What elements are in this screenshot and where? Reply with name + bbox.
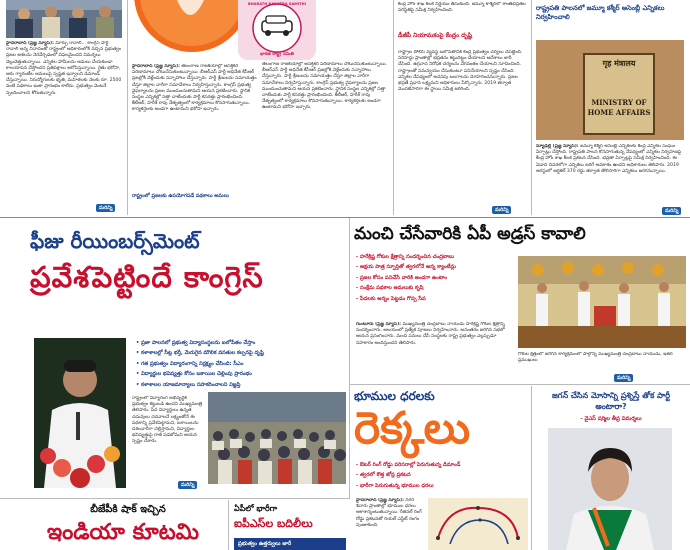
bullet-item: - భారీగా పెరుగుతున్న భూముల ధరలు bbox=[356, 482, 434, 489]
jagan-subhead: - వైఎస్ షర్మిల తీవ్ర విమర్శలు bbox=[580, 416, 642, 422]
alliance-kicker: బీజేపీకి షాక్ ఇచ్చిన bbox=[90, 504, 166, 515]
col2-top-story bbox=[132, 64, 257, 192]
bullet-item: - హరేక్రిష్ణ గోకుల క్షేత్రాన్ని సందర్శించిన చంద్రబాబు bbox=[356, 254, 455, 260]
col4-story bbox=[536, 144, 684, 210]
ring-road-map bbox=[428, 498, 528, 550]
bullet-item: • గత ప్రభుత్వం విద్యారంగాన్ని నిర్లక్ష్యం చేసింది: సీఎం bbox=[136, 360, 244, 367]
sign-text-hindi: गृह मंत्रालय bbox=[602, 59, 636, 68]
sign-text-line3: HOME AFFAIRS bbox=[587, 108, 651, 117]
bullet-item: - సంక్షేమ పథకాల అమలుకు కృషి bbox=[356, 285, 424, 292]
chief-minister-photo bbox=[34, 338, 126, 488]
ips-strip: ప్రభుత్వం ఉత్తర్వులు జారీ bbox=[234, 538, 346, 550]
col3-story-body bbox=[398, 50, 526, 210]
section-divider bbox=[0, 498, 350, 499]
bullet-item: - పేదలకు అన్నం పెట్టడం గొప్ప సేవ bbox=[356, 295, 426, 302]
ministry-sign-photo bbox=[536, 40, 684, 140]
jagan-headline: జగన్ చేసిన మోసాన్ని ప్రశ్నిస్తే తోక పార్టీ అంటారా? bbox=[551, 391, 671, 411]
fee-caption-text bbox=[132, 396, 204, 486]
party-name-english: BHARATH RASHTRA SAMITHI bbox=[248, 2, 306, 6]
article-body: కేంద్ర హోం శాఖ కీలక నిర్ణయం తీసుకుంది. జమ్మూ కాశ్మీర్‌లో శాంతిభద్రతల పరిస్థితిపై సమీక్ష నిర్వహించింది. bbox=[398, 2, 526, 14]
read-more-link[interactable]: మరిన్ని bbox=[614, 374, 633, 382]
dateline: హైదరాబాద్ (ప్రజ్ఞ న్యూస్): bbox=[6, 41, 54, 46]
bullet-item: • ప్రజా పాలనలో ప్రభుత్వ విద్యాసంస్థలను బలోపేతం చేస్తాం bbox=[136, 340, 256, 346]
dateline: గుంటూరు (ప్రజ్ఞ న్యూస్): bbox=[356, 322, 402, 327]
article-body: నగర శివారు ప్రాంతాల్లో భూముల ధరలు ఆకాశాన్నంటుతున్నాయి. రీజినల్ రింగ్ రోడ్డు ప్రకటనతో రియల్ ఎస్టేట్ రంగం పుంజుకుంది. bbox=[356, 498, 422, 528]
land-story-body bbox=[356, 498, 426, 550]
column-divider bbox=[531, 386, 532, 550]
article-body: రాష్ట్రంలో విద్యారంగ అభివృద్ధికి ప్రభుత్వం కట్టుబడి ఉందని ముఖ్యమంత్రి తెలిపారు. పేద విద్యార్థులు ఉన్నత చదువులు చదవాలనే లక్ష్యంతోనే ఈ పథకాన్ని ప్రవేశపెట్టామని, బకాయిలను దశలవారీగా చెల్లిస్తామని, విద్యార్థుల భవిష్యత్తుపై రాజీ పడబోమని ఆయన స్పష్టం చేశారు. bbox=[132, 396, 203, 445]
column-divider bbox=[531, 0, 532, 215]
photo-caption: గోకుల క్షేత్రంలో జరిగిన కార్యక్రమంలో పాల్గొన్న ముఖ్యమంత్రి చంద్రబాబు నాయుడు, ఇతర ప్రముఖులు bbox=[518, 352, 673, 364]
ap-headline: మంచి చేసేవారికి ఏపీ అడ్రస్ కావాలి bbox=[354, 224, 586, 244]
police-officers-photo bbox=[6, 0, 122, 38]
ap-photo-caption bbox=[518, 352, 686, 378]
fee-kicker: ఫీజు రీయింబర్స్‌మెంట్ bbox=[30, 229, 200, 253]
article-body: ముఖ్యమంత్రి చంద్రబాబు నాయుడు హరేక్రిష్ణ గోకుల క్షేత్రాన్ని సందర్శించారు. ఆలయంలో ప్రత్యేక పూజలు నిర్వహించారు. అనంతరం జరిగిన సభలో ఆయన ప్రసంగించారు. మంచి పనులు చేసే సంస్థలకు రాష్ట్ర ప్రభుత్వం ఎల్లప్పుడూ సహకారం అందిస్తుందని తెలిపారు. bbox=[356, 322, 505, 346]
party-name-telugu: భారత రాష్ట్ర సమితి bbox=[260, 52, 294, 57]
article-body: తెలంగాణ రాజకీయాల్లో ఆసక్తికర పరిణామాలు చోటుచేసుకుంటున్నాయి. బీఆర్ఎస్ పార్టీ అధినేత కేసీఆర్ ప్రజల్లోకి వెళ్లేందుకు సన్నాహాలు చేస్తున్నారు. పార్టీ శ్రేణులను సమాయత్తం చేస్తూ జిల్లాల వారీగా సమావేశాలు నిర్వహిస్తున్నారు. కాంగ్రెస్ ప్రభుత్వ వైఫల్యాలను ప్రజల ముందుంచుతామని ఆయన ప్రకటించారు. స్థానిక సంస్థల ఎన్నికల్లో సత్తా చాటేందుకు పార్టీ కసరత్తు ప్రారంభించింది. కేటీఆర్, హరీశ్ రావు నేతృత్వంలో కార్యక్రమాలు కొనసాగుతున్నాయి. కార్యకర్తలకు అండగా ఉంటామని భరోసా ఇచ్చారు. bbox=[262, 62, 387, 111]
bullet-item: • విద్యార్థుల భవిష్యత్తు కోసం బకాయిల చెల్లింపు ప్రారంభం bbox=[136, 371, 252, 378]
dateline: హైదరాబాద్ (ప్రజ్ఞ న్యూస్): bbox=[356, 498, 404, 503]
land-headline: రెక్కలు bbox=[354, 403, 471, 454]
read-more-link[interactable]: మరిన్ని bbox=[178, 481, 197, 489]
article-body: జమ్మూ కశ్మీర్ అసెంబ్లీ ఎన్నికలకు కేంద్ర ఎన్నికల సంఘం ఏర్పాట్లు చేస్తోంది. రాష్ట్రపతి పాలన కొనసాగుతున్న నేపథ్యంలో ఎన్నికల నిర్వహణపై కేంద్ర హోం శాఖ కీలక ప్రకటన చేసింది. భద్రతా ఏర్పాట్లపై సమీక్ష నిర్వహించింది. ఈ ఏడాది చివరలోగా ఎన్నికలు జరిగే అవకాశం ఉందని అధికారులు తెలిపారు. 2019 ఆగస్టులో ఆర్టికల్ 370 రద్దు తర్వాత తొలిసారిగా ఎన్నికలు జరగనున్నాయి. bbox=[536, 144, 682, 174]
read-more-link[interactable]: మరిన్ని bbox=[96, 204, 115, 212]
land-kicker: భూముల ధరలకు bbox=[354, 389, 435, 403]
bullet-item: - త్వరలో కొత్త జోన్ల ప్రకటన bbox=[356, 472, 411, 479]
article-body: మార్పు రావాలి... కాంగ్రెస్ పార్టీ రావాలి అన్న నినాదంతో రాష్ట్రంలో అధికారంలోకి వచ్చిన ప్రభుత్వం ప్రజల ఆశలను నెరవేర్చడంలో విఫలమైందని విమర్శలు వెల్లువెత్తుతున్నాయి. ఎన్నికల హామీలను అమలు చేయకుండా కాలయాపన చేస్తోందని ప్రతిపక్షాలు ఆరోపిస్తున్నాయి. రైతు భరోసా, ఆరు గ్యారంటీల అమలుపై స్పష్టత ఇవ్వాలని డిమాండ్ చేస్తున్నాయి. నిరుద్యోగులకు భృతి, మహిళలకు నెలకు రూ. 2500 వంటి పథకాలు ఇంకా ప్రారంభం కాలేదు. ప్రభుత్వం వెంటనే స్పందించాలని కోరుతున్నారు. bbox=[6, 41, 122, 96]
audience-photo bbox=[208, 392, 346, 484]
column-divider bbox=[349, 218, 350, 498]
party-logo-card bbox=[238, 0, 316, 60]
column-divider bbox=[127, 0, 128, 215]
sharmila-photo bbox=[548, 428, 672, 550]
dateline: న్యూఢిల్లీ (ప్రజ్ఞ న్యూస్): bbox=[536, 144, 579, 149]
section-divider bbox=[350, 384, 690, 385]
article-body: తెలంగాణ రాజకీయాల్లో ఆసక్తికర పరిణామాలు చోటుచేసుకుంటున్నాయి. బీఆర్ఎస్ పార్టీ అధినేత కేసీఆర్ ప్రజల్లోకి వెళ్లేందుకు సన్నాహాలు చేస్తున్నారు. పార్టీ శ్రేణులను సమాయత్తం చేస్తూ జిల్లాల వారీగా సమావేశాలు నిర్వహిస్తున్నారు. కాంగ్రెస్ ప్రభుత్వ వైఫల్యాలను ప్రజల ముందుంచుతామని ఆయన ప్రకటించారు. స్థానిక సంస్థల ఎన్నికల్లో సత్తా చాటేందుకు పార్టీ కసరత్తు ప్రారంభించింది. కేటీఆర్, హరీశ్ రావు నేతృత్వంలో కార్యక్రమాలు కొనసాగుతున్నాయి. కార్యకర్తలకు అండగా ఉంటామని భరోసా ఇచ్చారు. bbox=[132, 64, 257, 113]
bullet-item: • కళాశాలల యాజమాన్యాలు సహకరించాలని విజ్ఞప్తి bbox=[136, 381, 241, 388]
dateline: హైదరాబాద్ (ప్రజ్ఞ న్యూస్): bbox=[132, 64, 180, 69]
column-divider bbox=[393, 0, 394, 215]
ips-headline: ఐపీఎస్‌ల బదిలీలు bbox=[234, 517, 313, 530]
read-more-link[interactable]: మరిన్ని bbox=[662, 207, 681, 215]
col4-headline: రాష్ట్రపతి పాలనలో జమ్మూ కశ్మీర్ అసెంబ్లీ ఎన్నికలు నిర్వహించాలి bbox=[536, 4, 665, 21]
land-bullet-list bbox=[356, 460, 530, 494]
ap-story-body bbox=[356, 322, 514, 380]
col2b-story-continuation bbox=[262, 62, 392, 214]
col3-story-top bbox=[398, 2, 526, 30]
car-symbol-icon bbox=[238, 0, 316, 60]
col2-caption: రాష్ట్రంలో ప్రజలకు ఉపయోగపడే పథకాలు అమలు bbox=[132, 193, 229, 199]
section-divider bbox=[0, 217, 690, 218]
fee-bullet-list bbox=[136, 338, 346, 392]
fee-headline: ప్రవేశపెట్టిందే కాంగ్రెస్ bbox=[30, 260, 264, 294]
temple-event-photo bbox=[518, 256, 686, 348]
ap-bullet-list bbox=[356, 252, 516, 318]
alliance-headline: ఇండియా కూటమి bbox=[46, 520, 200, 545]
bullet-item: - అక్షయ పాత్ర స్ఫూర్తితో త్వరలోనే అన్న క్యాంటీన్లు bbox=[356, 264, 456, 271]
col3-subheadline: డీజీపీ నియామకంపై కేంద్రం దృష్టి bbox=[398, 32, 473, 39]
article-body: రాష్ట్రాల పోలీస్ వ్యవస్థ బలోపేతానికి కేంద్ర ప్రభుత్వం చర్యలు చేపట్టింది. సరిహద్దు ప్రాంతాల్లో భద్రతను కట్టుదిట్టం చేయాలని ఆదేశాలు జారీ చేసింది. ఉగ్రవాద నిరోధక చర్యలను వేగవంతం చేయాలని సూచించింది. రాష్ట్రాలతో సమన్వయం చేసుకుంటూ పనిచేయాలని స్పష్టం చేసింది. ఎన్నికల నేపథ్యంలో అదనపు బలగాలను మోహరించనున్నారు. ప్రజల భద్రతే ప్రధాన లక్ష్యమని అధికారులు పేర్కొన్నారు. 2019 తర్వాత మొదటిసారిగా ఈ స్థాయి సమీక్ష జరిగింది. bbox=[398, 50, 523, 93]
column-divider bbox=[228, 500, 229, 550]
sign-text-line2: MINISTRY OF bbox=[591, 98, 647, 107]
read-more-link[interactable]: మరిన్ని bbox=[492, 206, 511, 214]
ips-kicker: ఏపీలో భారీగా bbox=[234, 504, 278, 513]
bullet-item: - ప్రజల కోసం పనిచేసే వారికి అండగా ఉంటాం bbox=[356, 274, 447, 281]
party-graphic bbox=[132, 0, 242, 60]
bullet-item: - ఔటర్ రింగ్ రోడ్డు పరిసరాల్లో పెరుగుతున్న డిమాండ్ bbox=[356, 462, 461, 468]
col1-top-story bbox=[6, 41, 122, 205]
bullet-item: • కళాశాలల్లో సీట్ల భర్తీ, మెరుగైన మౌలిక వసతుల కల్పనపై దృష్టి bbox=[136, 350, 264, 357]
